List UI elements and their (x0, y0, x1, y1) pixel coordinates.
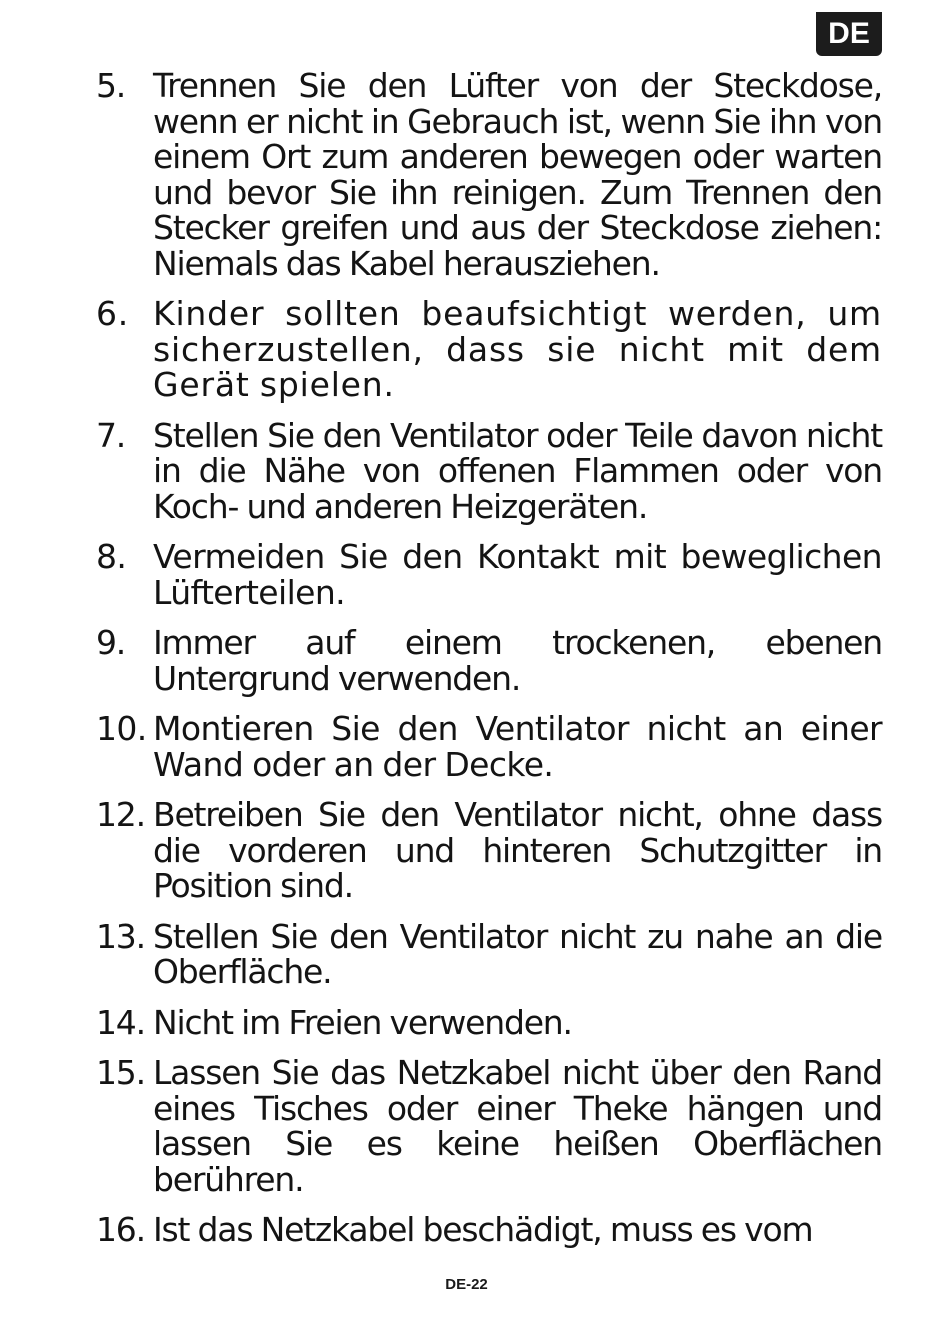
item-text: Stellen Sie den Ventilator oder Teile davon nicht in die Nähe von offenen Flammen oder von Koch- und anderen Heizgeräten. (153, 415, 882, 526)
list-item (96, 415, 882, 526)
item-number: 8. (96, 537, 127, 576)
item-number: 15. (96, 1053, 145, 1092)
item-number: 16. (96, 1210, 145, 1249)
item-number: 5. (96, 66, 126, 105)
item-number: 10. (96, 709, 147, 748)
item-text: Kinder sollten beaufsichtigt werden, um sicherzustellen, dass sie nicht mit dem Gerät spielen. (153, 294, 882, 404)
list-item (96, 68, 882, 281)
list-item (96, 296, 882, 403)
page-number: DE-22 (445, 1276, 488, 1293)
list-item (96, 1055, 882, 1197)
list-item (96, 1002, 882, 1042)
item-number: 9. (96, 623, 126, 662)
item-number: 13. (96, 916, 145, 956)
list-item (96, 797, 882, 904)
item-text: Betreiben Sie den Ventilator nicht, ohne dass die vorderen und hinteren Schutzgitter in Position sind. (153, 795, 882, 905)
item-text: Lassen Sie das Netzkabel nicht über den Rand eines Tisches oder einer Theke hängen und lassen Sie es keine heißen Oberflächen berühren. (153, 1053, 882, 1199)
item-text: Nicht im Freien verwenden. (153, 1002, 572, 1042)
list-item (96, 916, 882, 991)
safety-instructions-list (96, 68, 882, 1263)
list-item (96, 711, 882, 782)
item-number: 14. (96, 1002, 145, 1042)
list-item (96, 1212, 882, 1248)
item-number: 6. (96, 294, 130, 333)
item-text: Montieren Sie den Ventilator nicht an einer Wand oder an der Decke. (153, 709, 882, 784)
item-text: Stellen Sie den Ventilator nicht zu nahe an die Oberfläche. (153, 916, 882, 991)
item-text: Immer auf einem trockenen, ebenen Untergrund verwenden. (153, 623, 882, 698)
item-number: 7. (96, 415, 126, 455)
item-number: 12. (96, 795, 145, 834)
item-text: Ist das Netzkabel beschädigt, muss es vom (153, 1210, 813, 1249)
list-item (96, 625, 882, 696)
item-text: Trennen Sie den Lüfter von der Steckdose, wenn er nicht in Gebrauch ist, wenn Sie ihn von einem Ort zum anderen bewegen oder warten und bevor Sie ihn reinigen. Zum Trennen den Stecker greifen und aus der Steckdose ziehen: Niemals das Kabel herausziehen. (153, 66, 882, 283)
item-text: Vermeiden Sie den Kontakt mit beweglichen Lüfterteilen. (153, 537, 882, 612)
list-item (96, 539, 882, 610)
language-badge: DE (816, 12, 882, 56)
